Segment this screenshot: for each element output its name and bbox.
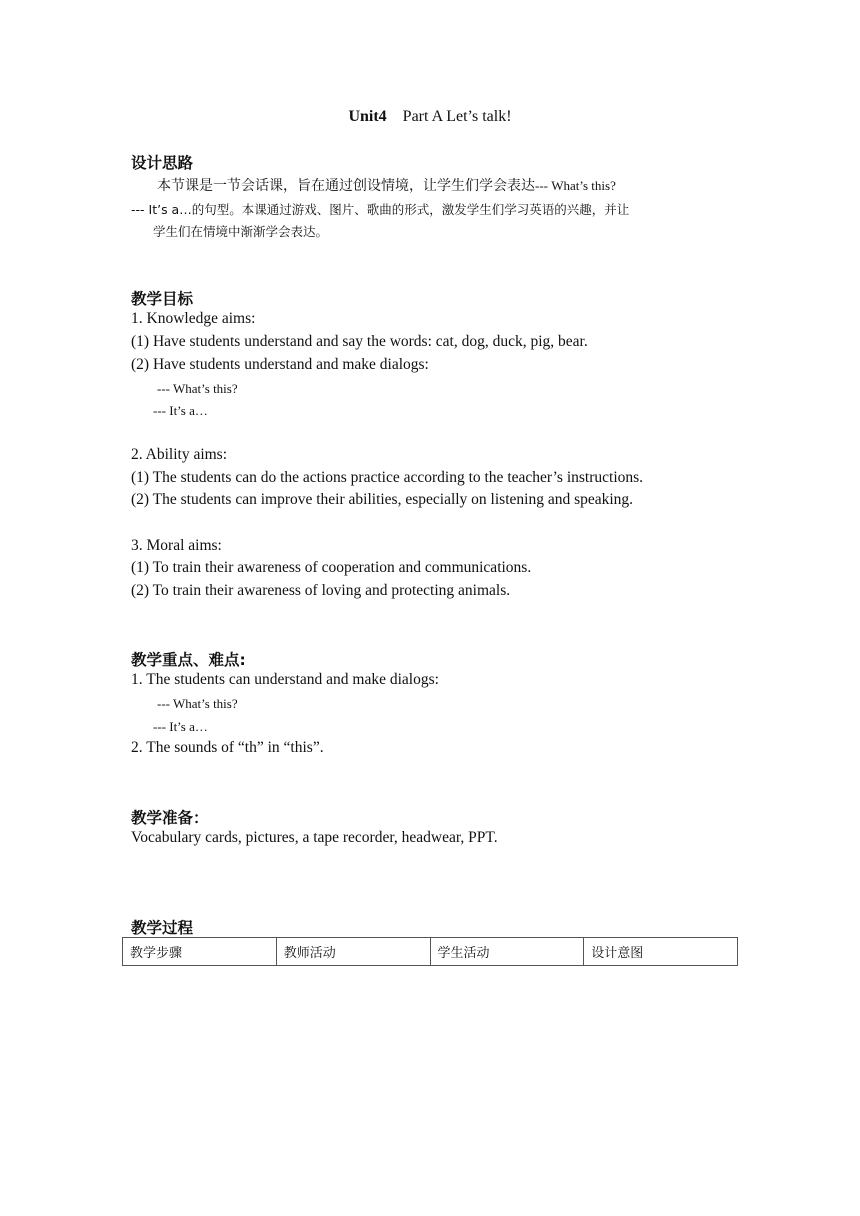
keypoint-dialog-answer: --- It’s a… <box>153 719 208 734</box>
design-line-2: --- It’s a…的句型。本课通过游戏、图片、歌曲的形式，激发学生们学习英语的兴趣，并让 <box>131 202 630 217</box>
knowledge-aims-title: 1. Knowledge aims: <box>131 310 256 327</box>
title-unit: Unit4 <box>348 108 387 125</box>
prep-heading: 教学准备： <box>131 809 209 827</box>
column-header-teacher: 教师活动 <box>276 938 430 966</box>
design-heading: 设计思路 <box>131 154 194 172</box>
ability-aim-1: (1) The students can do the actions practice according to the teacher’s instructions. <box>131 469 644 486</box>
moral-aims-title: 3. Moral aims: <box>131 537 222 554</box>
table-row <box>123 938 738 966</box>
objectives-heading: 教学目标 <box>131 290 194 308</box>
knowledge-aim-2: (2) Have students understand and make dialogs: <box>131 356 429 373</box>
ability-aims-title: 2. Ability aims: <box>131 446 228 463</box>
keypoint-1: 1. The students can understand and make dialogs: <box>131 671 439 688</box>
keypoints-heading: 教学重点、难点: <box>131 651 246 669</box>
keypoint-dialog-question: --- What’s this? <box>157 696 238 711</box>
design-line-1: 本节课是一节会话课，旨在通过创设情境，让学生们学会表达--- What’s this? <box>157 178 616 194</box>
dialog-question: --- What’s this? <box>157 381 238 396</box>
moral-aim-2: (2) To train their awareness of loving and protecting animals. <box>131 582 511 599</box>
title-part: Part A Let’s talk! <box>402 108 512 125</box>
ability-aim-2: (2) The students can improve their abilities, especially on listening and speaking. <box>131 491 634 508</box>
keypoint-2: 2. The sounds of “th” in “this”. <box>131 739 324 756</box>
process-table <box>122 937 738 966</box>
prep-text: Vocabulary cards, pictures, a tape recorder, headwear, PPT. <box>131 829 498 846</box>
dialog-answer: --- It’s a… <box>153 403 208 418</box>
design-line-3: 学生们在情境中渐渐学会表达。 <box>153 224 329 239</box>
knowledge-aim-1: (1) Have students understand and say the words: cat, dog, duck, pig, bear. <box>131 333 588 350</box>
process-heading: 教学过程 <box>131 919 194 937</box>
page-title <box>0 108 860 126</box>
moral-aim-1: (1) To train their awareness of cooperation and communications. <box>131 559 532 576</box>
column-header-steps: 教学步骤 <box>123 938 277 966</box>
column-header-purpose: 设计意图 <box>584 938 738 966</box>
column-header-student: 学生活动 <box>430 938 584 966</box>
